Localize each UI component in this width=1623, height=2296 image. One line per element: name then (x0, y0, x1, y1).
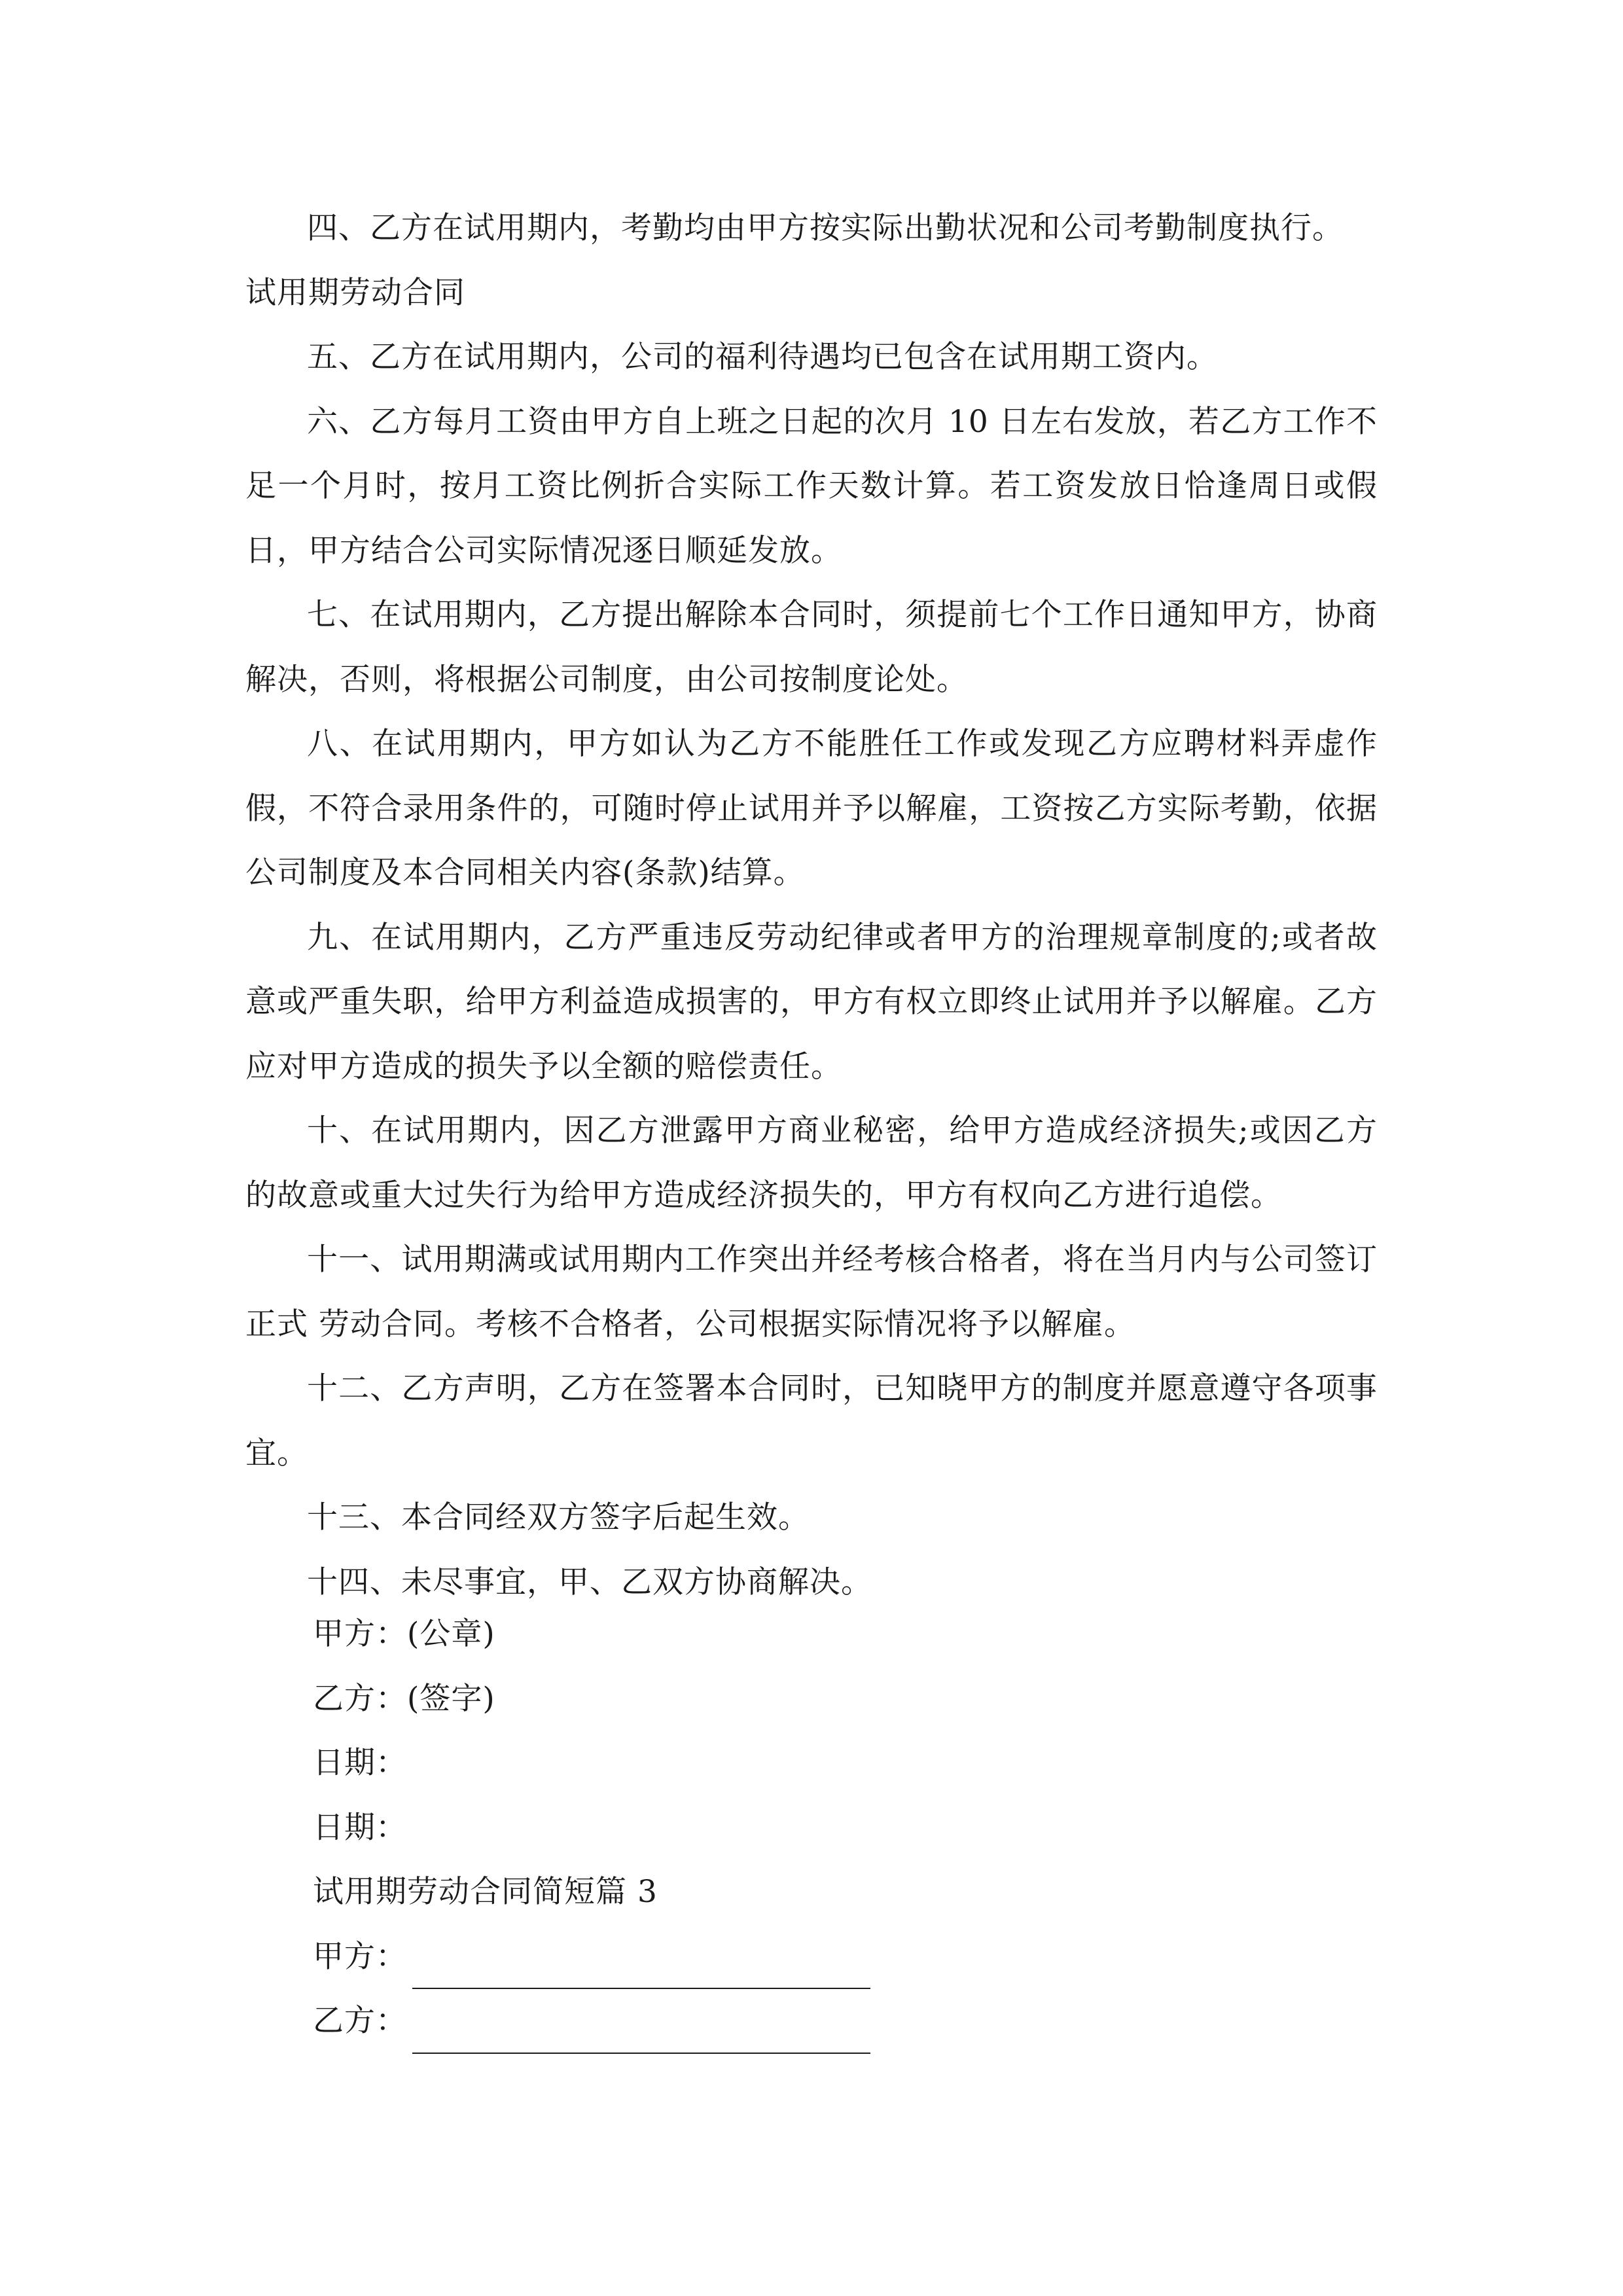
clause-9: 九、在试用期内，乙方严重违反劳动纪律或者甲方的治理规章制度的;或者故意或严重失职，给甲方利益造成损害的，甲方有权立即终止试用并予以解雇。乙方应对甲方造成的损失予以全额的赔偿责任。 (245, 919, 1378, 1085)
clause-10: 十、在试用期内，因乙方泄露甲方商业秘密，给甲方造成经济损失;或因乙方的故意或重大过失行为给甲方造成经济损失的，甲方有权向乙方进行追偿。 (245, 1113, 1378, 1213)
next-party-b-label: 乙方： (313, 2003, 407, 2039)
clause-8: 八、在试用期内，甲方如认为乙方不能胜任工作或发现乙方应聘材料弄虚作假，不符合录用条件的，可随时停止试用并予以解雇，工资按乙方实际考勤，依据公司制度及本合同相关内容(条款)结算。 (245, 726, 1378, 891)
clause-13: 十三、本合同经双方签字后起生效。 (307, 1499, 810, 1535)
next-party-b-row (313, 1989, 870, 2054)
clause-6: 六、乙方每月工资由甲方自上班之日起的次月 10 日左右发放，若乙方工作不足一个月时，按月工资比例折合实际工作天数计算。若工资发放日恰逢周日或假日，甲方结合公司实际情况逐日顺延发放。 (245, 403, 1378, 569)
date-line-2: 日期： (313, 1809, 407, 1846)
signature-block (313, 1602, 870, 2054)
party-b-signature: 乙方：(签字) (313, 1680, 495, 1717)
party-b-blank-line[interactable] (412, 2020, 870, 2054)
clause-5: 五、乙方在试用期内，公司的福利待遇均已包含在试用期工资内。 (307, 339, 1218, 375)
party-a-seal: 甲方：(公章) (313, 1616, 495, 1652)
party-a-blank-line[interactable] (412, 1955, 870, 1989)
next-party-a-row (313, 1925, 870, 1990)
date-line-1: 日期： (313, 1745, 407, 1781)
section-heading: 试用期劳动合同 (245, 274, 465, 311)
next-section-title: 试用期劳动合同简短篇 3 (313, 1874, 658, 1910)
clause-12: 十二、乙方声明，乙方在签署本合同时，已知晓甲方的制度并愿意遵守各项事宜。 (245, 1371, 1378, 1471)
clause-4: 四、乙方在试用期内，考勤均由甲方按实际出勤状况和公司考勤制度执行。 (307, 210, 1344, 246)
contract-body (245, 196, 1378, 1615)
clause-14: 十四、未尽事宜，甲、乙双方协商解决。 (307, 1564, 872, 1600)
clause-11: 十一、试用期满或试用期内工作突出并经考核合格者，将在当月内与公司签订正式 劳动合同。考核不合格者，公司根据实际情况将予以解雇。 (245, 1242, 1378, 1342)
next-party-a-label: 甲方： (313, 1938, 407, 1975)
clause-7: 七、在试用期内，乙方提出解除本合同时，须提前七个工作日通知甲方，协商解决，否则，将根据公司制度，由公司按制度论处。 (245, 597, 1378, 698)
